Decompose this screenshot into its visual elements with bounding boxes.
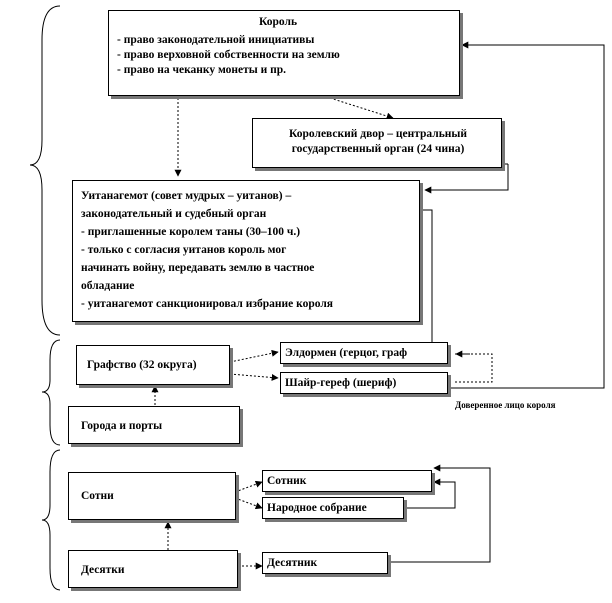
witan-line-2: законодательный и судебный орган [81,208,267,220]
king-title: Король [259,16,298,28]
towns-label: Города и порты [81,420,163,432]
brace-local-level [42,450,60,590]
witan-line-5: начинать войну, передавать землю в частное [81,262,315,274]
arrow-sheriff-to-king [448,45,604,388]
court-line-1: Королевский двор – центральный [288,128,468,140]
assembly-label: Народное собрание [267,502,367,514]
witan-line-6: обладание [81,280,135,292]
king-right-2: - право верховной собственности на землю [117,49,340,61]
witan-line-1: Уитанагемот (совет мудрых – уитанов) – [81,190,292,202]
tithings-box [68,550,238,588]
loop-ealdorman-sheriff [455,354,492,382]
arrow-hundreds-to-assembly [235,498,262,508]
witan-text [81,187,333,313]
tithingman-label: Десятник [267,557,318,569]
court-line-2: государственный орган (24 чина) [291,143,465,155]
arrow-county-to-ealdorman [230,352,278,362]
ealdorman-box [280,342,448,364]
trusted-person-note: Доверенное лицо короля [455,400,556,410]
witan-line-4: - только с согласия уитанов король мог [81,244,287,256]
tithingman-box [262,552,388,574]
hundreds-label: Сотни [81,490,114,502]
arrow-hundreds-to-centurion [235,482,262,492]
arrow-king-to-court [330,98,393,118]
sheriff-box [280,372,448,394]
centurion-label: Сотник [267,475,307,487]
witan-box [72,180,420,322]
tithings-label: Десятки [81,564,125,576]
witan-line-3: - приглашенные королем таны (30–100 ч.) [81,226,301,238]
king-rights [117,33,340,78]
county-label: Графство (32 округа) [87,359,197,371]
arrow-county-to-sheriff [230,374,278,378]
assembly-box [262,497,404,519]
king-right-1: - право законодательной инициативы [117,34,315,46]
king-right-3: - право на чеканку монеты и пр. [117,64,287,76]
royal-court-text [253,127,503,157]
county-box [76,345,230,385]
ealdorman-label: Элдормен (герцог, граф [285,347,408,359]
king-box [108,10,460,96]
connector-witan-right [420,210,448,350]
brace-county-level [42,340,60,445]
brace-central-level [30,6,60,335]
towns-box [68,406,240,444]
witan-line-7: - уитанагемот санкционировал избрание короля [81,298,333,310]
centurion-box [262,470,432,492]
hundreds-box [68,472,236,520]
royal-court-box [252,118,502,168]
sheriff-label: Шайр-гереф (шериф) [285,377,397,389]
